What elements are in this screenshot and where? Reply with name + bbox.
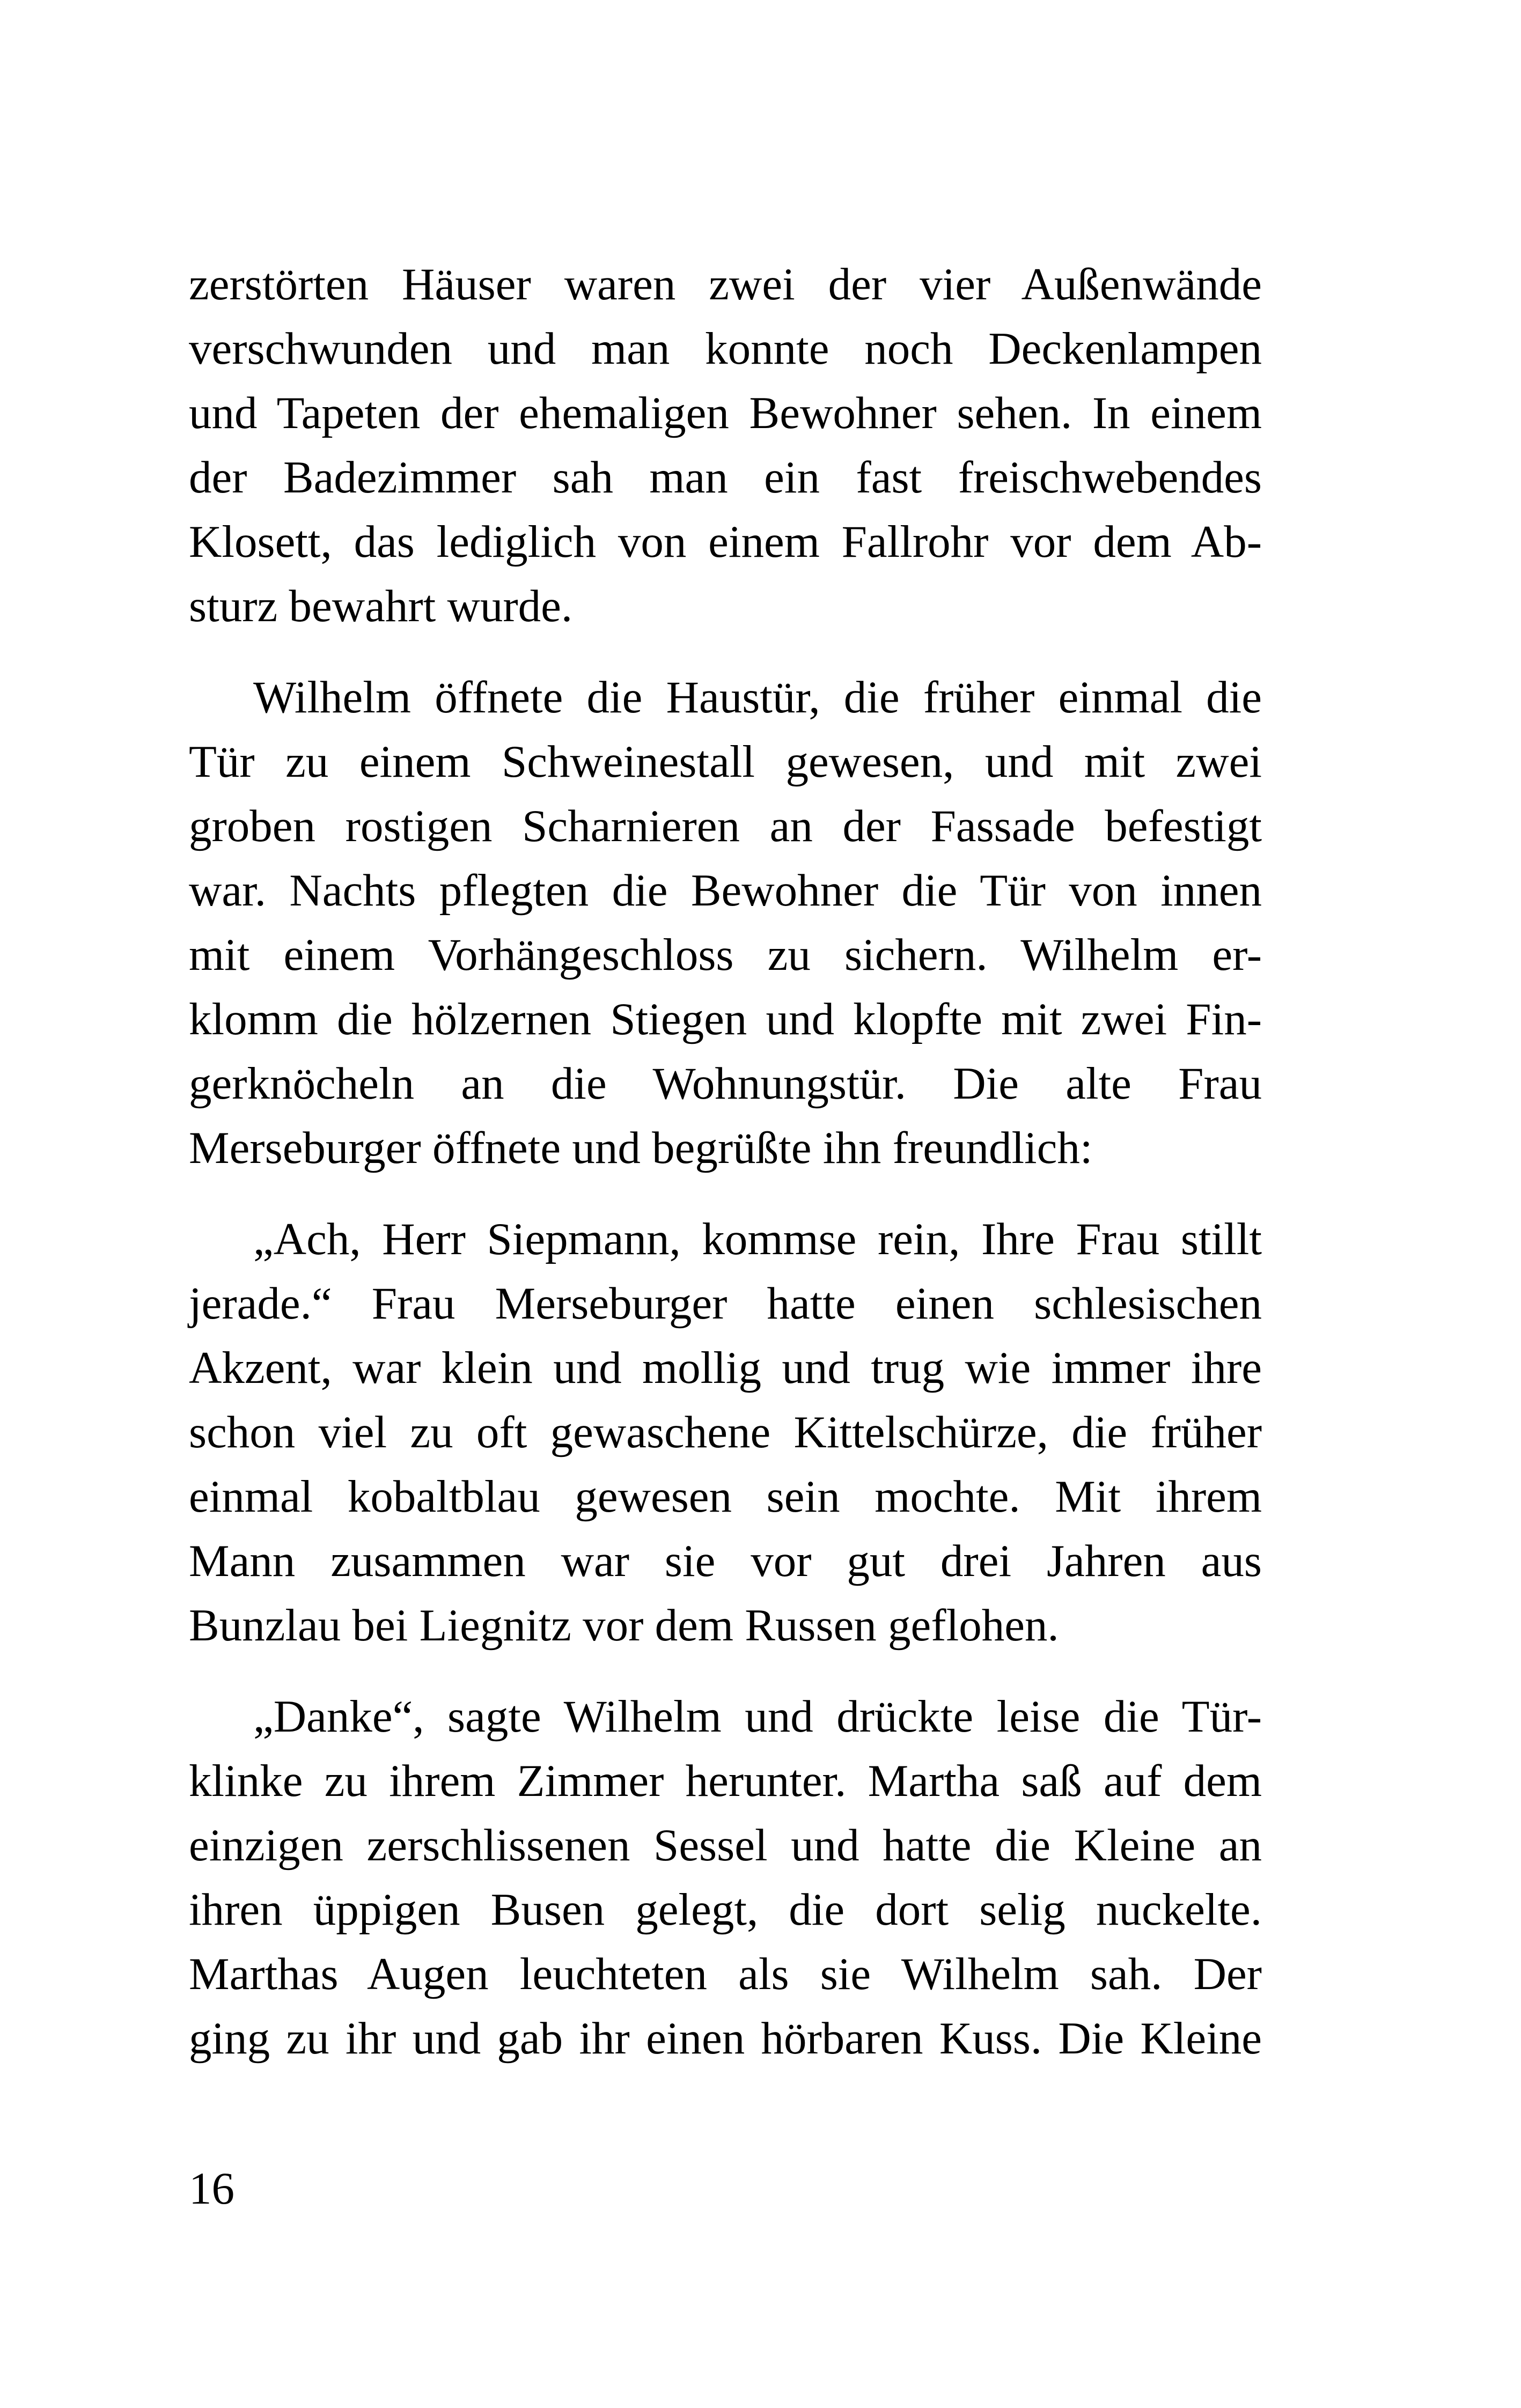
text-line: gerknöcheln an die Wohnungstür. Die alte Frau [189, 1058, 1262, 1109]
text-line: und Tapeten der ehemaligen Bewohner sehen. In einem [189, 388, 1262, 438]
text-line: einmal kobaltblau gewesen sein mochte. Mit ihrem [189, 1471, 1262, 1522]
text-line: Tür zu einem Schweinestall gewesen, und mit zwei [189, 737, 1262, 787]
text-line: klomm die hölzernen Stiegen und klopfte mit zwei Fin- [189, 994, 1262, 1044]
text-line: der Badezimmer sah man ein fast freischwebendes [189, 452, 1262, 503]
text-line: verschwunden und man konnte noch Deckenlampen [189, 323, 1262, 374]
text-line: war. Nachts pflegten die Bewohner die Tür von innen [189, 865, 1262, 916]
text-line: „Danke“, sagte Wilhelm und drückte leise die Tür- [253, 1691, 1262, 1742]
text-line: einzigen zerschlissenen Sessel und hatte die Kleine an [189, 1820, 1262, 1871]
text-line: „Ach, Herr Siepmann, kommse rein, Ihre Frau stillt [253, 1214, 1262, 1264]
text-line: ihren üppigen Busen gelegt, die dort selig nuckelte. [189, 1884, 1262, 1935]
text-line: Wilhelm öffnete die Haustür, die früher einmal die [253, 672, 1262, 723]
text-line: zerstörten Häuser waren zwei der vier Außenwände [189, 259, 1262, 310]
text-line: mit einem Vorhängeschloss zu sichern. Wilhelm er- [189, 930, 1262, 980]
text-line: schon viel zu oft gewaschene Kittelschürze, die früher [189, 1407, 1262, 1457]
text-line: Klosett, das lediglich von einem Fallrohr vor dem Ab- [189, 517, 1262, 567]
page-number: 16 [189, 2163, 234, 2214]
text-line: ging zu ihr und gab ihr einen hörbaren Kuss. Die Kleine [189, 2013, 1262, 2064]
text-line: klinke zu ihrem Zimmer herunter. Martha saß auf dem [189, 1756, 1262, 1806]
text-line: Marthas Augen leuchteten als sie Wilhelm sah. Der [189, 1949, 1262, 1999]
text-line: sturz bewahrt wurde. [189, 581, 573, 631]
text-line: Bunzlau bei Liegnitz vor dem Russen geflohen. [189, 1600, 1059, 1651]
text-line: Mann zusammen war sie vor gut drei Jahren aus [189, 1536, 1262, 1586]
text-line: Akzent, war klein und mollig und trug wie immer ihre [189, 1343, 1262, 1393]
text-line: Merseburger öffnete und begrüßte ihn freundlich: [189, 1123, 1093, 1173]
text-line: jerade.“ Frau Merseburger hatte einen schlesischen [189, 1278, 1262, 1329]
text-line: groben rostigen Scharnieren an der Fassade befestigt [189, 801, 1262, 851]
